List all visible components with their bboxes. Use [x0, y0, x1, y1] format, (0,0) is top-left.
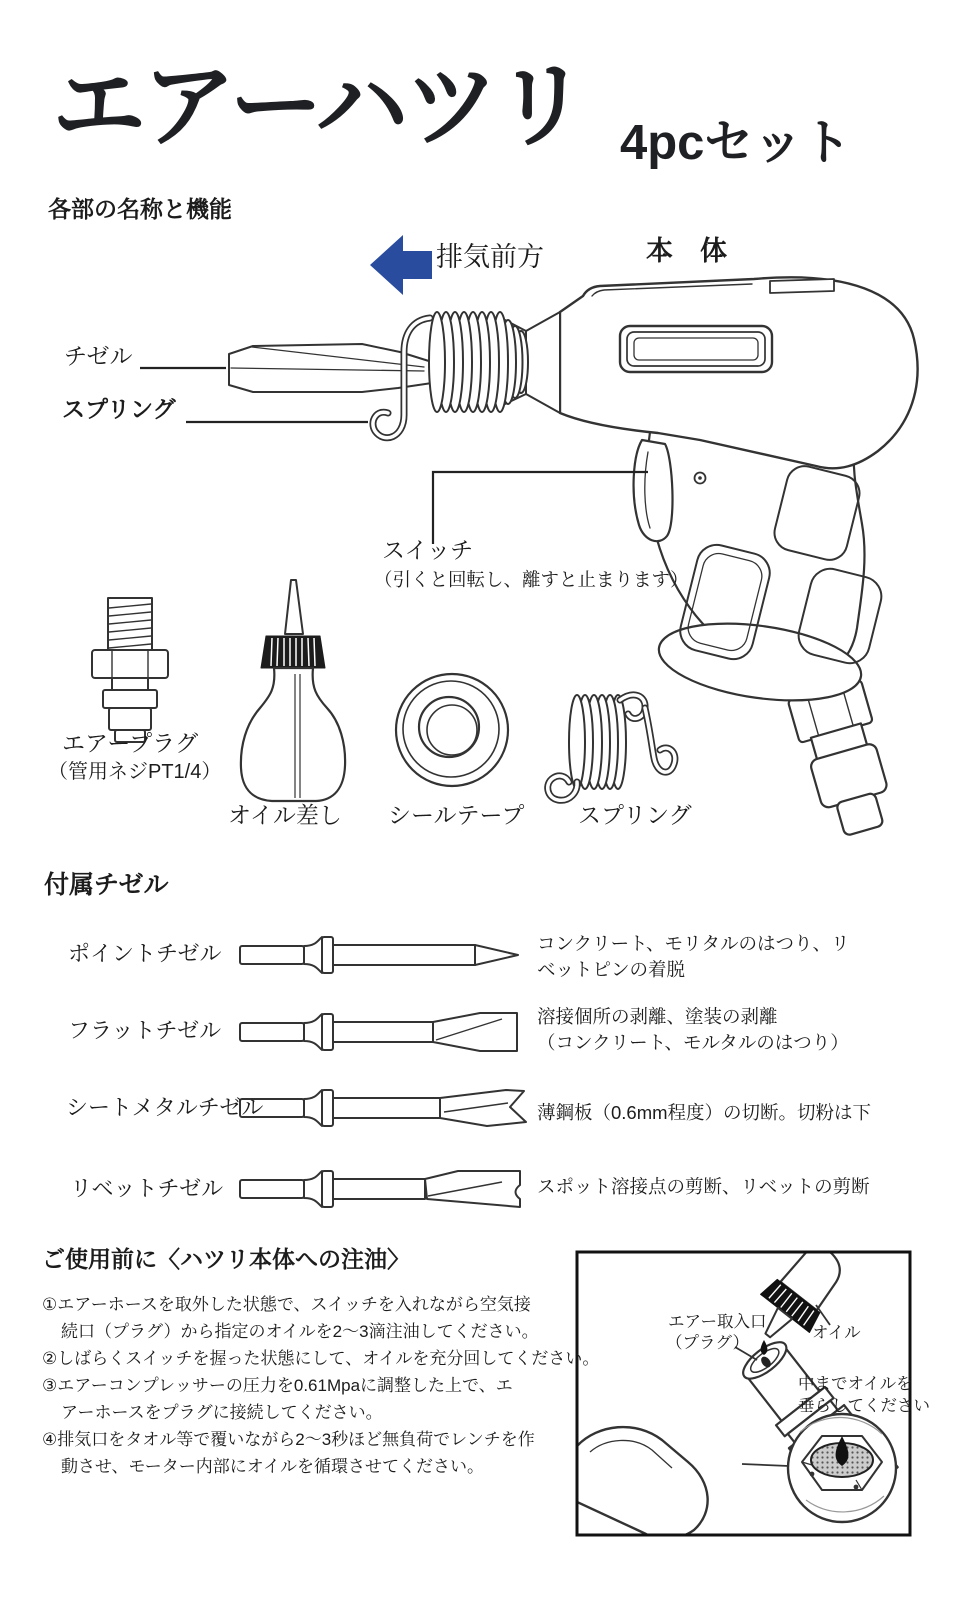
section-heading-usage: ご使用前に〈ハツリ本体への注油〉	[42, 1246, 410, 1272]
part-label-air-plug: エアープラグ	[62, 730, 199, 756]
figure-note-line: 垂らしてください	[798, 1397, 930, 1415]
section-heading-chisels: 付属チゼル	[44, 871, 169, 899]
part-label-seal-tape: シールテープ	[388, 802, 525, 828]
chisel-illustration-sheet-metal	[240, 1090, 526, 1126]
step-line: ④排気口をタオル等で覆いながら2〜3秒ほど無負荷でレンチを作	[42, 1430, 535, 1449]
step-line: ②しばらくスイッチを握った状態にして、オイルを充分回してください。	[42, 1349, 600, 1368]
spring-callout-label: スプリング	[62, 396, 176, 422]
oil-bottle-illustration	[241, 580, 345, 801]
step-line: 続口（プラグ）から指定のオイルを2〜3滴注油してください。	[61, 1322, 539, 1341]
figure-note-line: 中までオイルを	[798, 1375, 913, 1393]
part-label-air-plug-note: （管用ネジPT1/4）	[48, 761, 222, 783]
chisel-illustration-flat	[240, 1013, 517, 1051]
switch-callout-label: スイッチ	[382, 537, 474, 563]
chisel-desc-line: コンクリート、モリタルのはつり、リ	[537, 933, 850, 954]
chisel-desc-rivet	[537, 1174, 870, 1200]
chisel-illustration-rivet	[240, 1171, 520, 1207]
spring-illustration	[548, 695, 675, 800]
chisel-desc-sheet-metal	[537, 1100, 871, 1126]
figure-note	[798, 1373, 930, 1417]
exhaust-direction-label: 排気前方	[436, 242, 544, 272]
chisel-name-flat: フラットチゼル	[68, 1018, 222, 1043]
figure-air-inlet-label: エアー取入口	[668, 1313, 767, 1331]
step-line: アーホースをプラグに接続してください。	[61, 1403, 383, 1422]
chisel-illustration-point	[240, 937, 518, 973]
figure-air-inlet-label-2: （プラグ）	[666, 1334, 749, 1352]
chisel-desc-line: 薄鋼板（0.6mm程度）の切断。切粉は下	[537, 1102, 872, 1123]
switch-callout-note: （引くと回転し、離すと止まります）	[374, 569, 689, 590]
usage-step-2	[42, 1345, 599, 1372]
usage-steps	[42, 1291, 599, 1480]
air-plug-illustration	[92, 598, 168, 742]
usage-step-3	[42, 1372, 599, 1426]
chisel-desc-line: ベットピンの着脱	[537, 959, 686, 980]
usage-step-4	[42, 1426, 599, 1480]
chisel-desc-flat	[537, 1004, 849, 1056]
step-line: ③エアーコンプレッサーの圧力を0.61Mpaに調整した上で、エ	[42, 1376, 513, 1395]
chisel-desc-line: 溶接個所の剥離、塗装の剥離	[537, 1006, 778, 1027]
chisel-desc-point	[537, 931, 849, 983]
page-title: エアーハツリ	[52, 53, 585, 158]
chisel-name-sheet-metal: シートメタルチゼル	[66, 1095, 264, 1120]
seal-tape-illustration	[396, 674, 508, 786]
figure-oil-label: オイル	[812, 1324, 861, 1342]
part-label-spring: スプリング	[578, 802, 692, 828]
section-heading-parts: 各部の名称と機能	[48, 196, 232, 222]
step-line: 動させ、モーター内部にオイルを循環させてください。	[61, 1457, 484, 1476]
step-line: ①エアーホースを取外した状態で、スイッチを入れながら空気接	[42, 1295, 531, 1314]
usage-step-1	[42, 1291, 599, 1345]
chisel-desc-line: スポット溶接点の剪断、リベットの剪断	[537, 1176, 870, 1197]
exhaust-arrow-icon	[370, 235, 432, 295]
page-title-suffix: 4pcセット	[620, 116, 852, 170]
tool-body-label: 本 体	[646, 236, 727, 266]
chisel-name-rivet: リベットチゼル	[70, 1176, 224, 1201]
chisel-callout-label: チゼル	[64, 343, 133, 369]
chisel-name-point: ポイントチゼル	[68, 941, 222, 966]
chisel-desc-line: （コンクリート、モルタルのはつり）	[537, 1032, 849, 1053]
part-label-oiler: オイル差し	[228, 802, 342, 828]
